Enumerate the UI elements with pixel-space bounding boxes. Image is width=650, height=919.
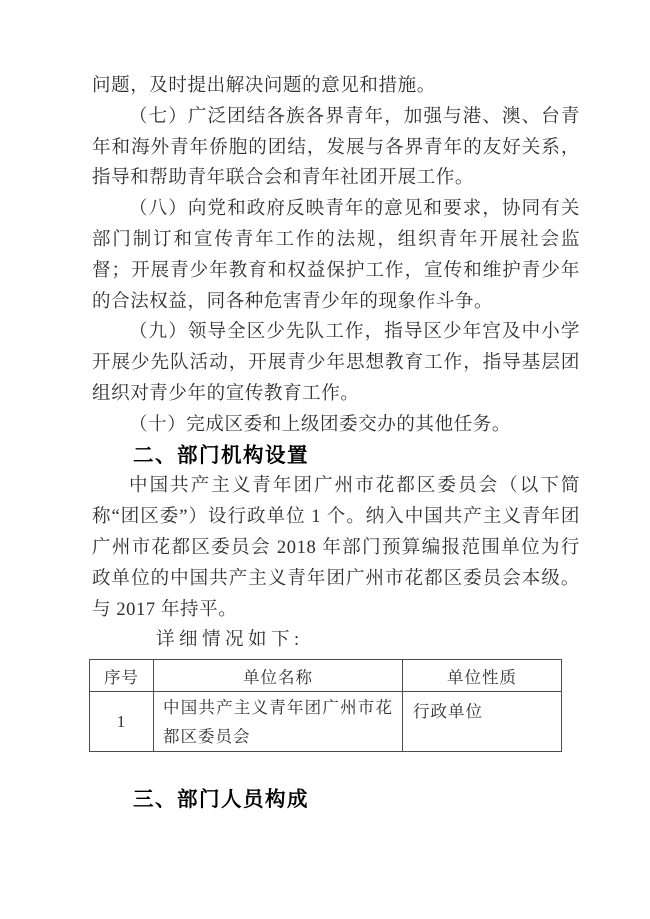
table-header-index: 序号 (90, 660, 154, 692)
table-cell-index: 1 (90, 692, 154, 752)
paragraph-continuation: 问题，及时提出解决问题的意见和措施。 (92, 76, 436, 96)
paragraph-item-seven: （七）广泛团结各族各界青年，加强与港、澳、台青年和海外青年侨胞的团结，发展与各界青年的友好关系，指导和帮助青年联合会和青年社团开展工作。 (92, 106, 580, 189)
table-cell-unit-name: 中国共产主义青年团广州市花都区委员会 (154, 692, 403, 752)
paragraph-item-ten: （十）完成区委和上级团委交办的其他任务。 (129, 414, 512, 435)
table-cell-unit-type: 行政单位 (403, 692, 562, 752)
paragraph-item-eight: （八）向党和政府反映青年的意见和要求，协同有关部门制订和宣传青年工作的法规，组织青年开展社会监督；开展青少年教育和权益保护工作，宣传和维护青少年的合法权益，同各种危害青少年的现象作斗争。 (92, 199, 580, 312)
section-heading-3: 三、部门人员构成 (133, 788, 309, 812)
unit-table (89, 659, 562, 752)
paragraph-item-nine: （九）领导全区少先队工作，指导区少年宫及中小学开展少先队活动，开展青少年思想教育工作，指导基层团组织对青少年的宣传教育工作。 (92, 322, 580, 404)
section-heading-2: 二、部门机构设置 (133, 443, 309, 467)
table-header-row (90, 660, 562, 692)
paragraph-org-setup: 中国共产主义青年团广州市花都区委员会（以下简称“团区委”）设行政单位 1 个。纳入中国共产主义青年团广州市花都区委员会 2018 年部门预算编报范围单位为行政单位的中国共产主义青年团广州市花都区委员会本级。与 2017 年持平。 (92, 476, 580, 620)
table-header-unit-type: 单位性质 (403, 660, 562, 692)
document-body (92, 71, 580, 816)
table-header-unit-name: 单位名称 (154, 660, 403, 692)
paragraph-detail-intro: 详细情况如下: (156, 630, 304, 651)
table-row (90, 692, 562, 752)
